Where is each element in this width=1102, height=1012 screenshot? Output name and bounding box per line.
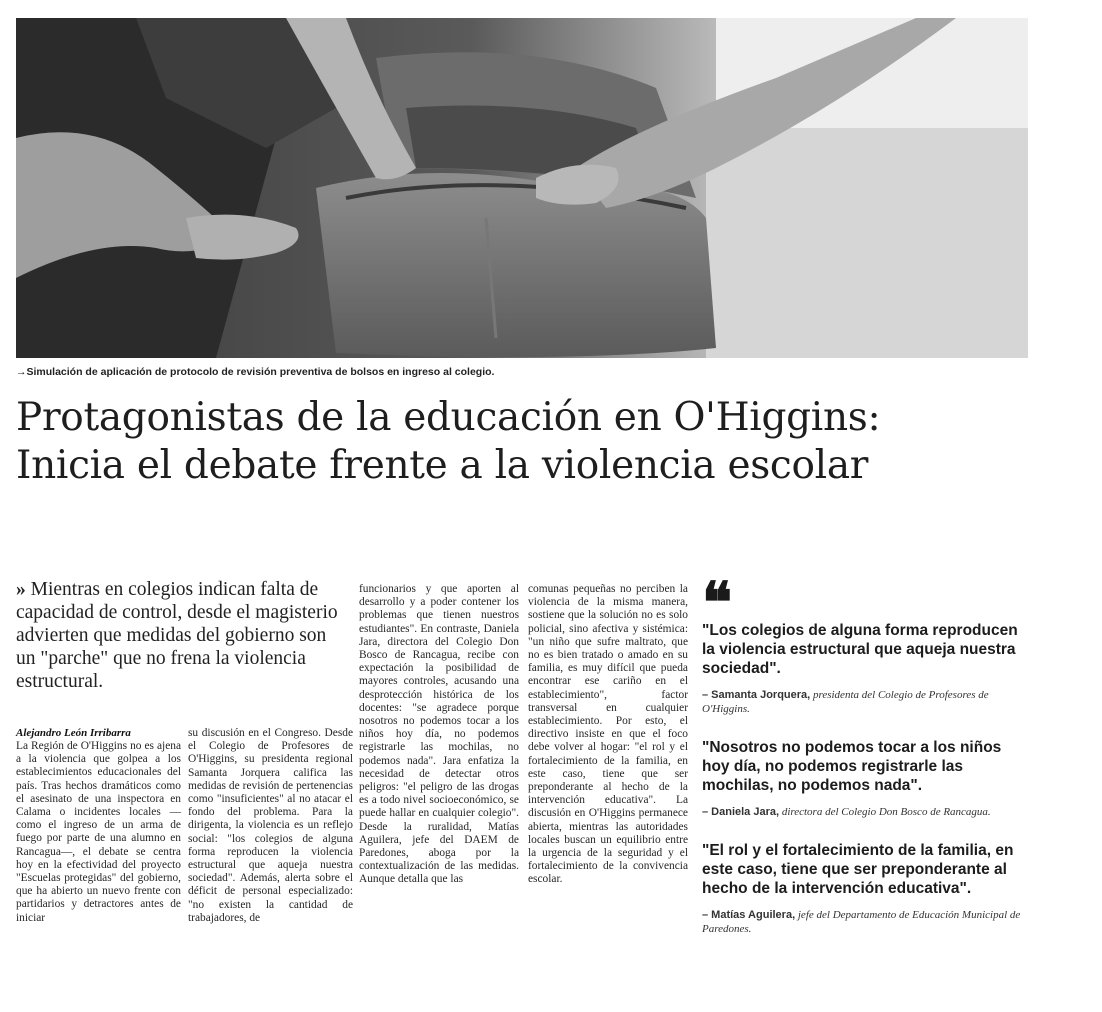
quote-author-3 [702,908,1032,936]
headline [16,394,1076,490]
body-column-1 [16,740,181,925]
lead-marker: » [16,579,26,600]
lead-paragraph [16,578,341,693]
quote-text-1: "Los colegios de alguna forma reproducen la violencia estructural que aqueja nuestra sociedad". [702,622,1018,677]
body-column-2 [188,727,353,925]
quote-author-name-1: – Samanta Jorquera, [702,689,811,701]
body-column-3 [359,583,519,887]
headline-line-1: Protagonistas de la educación en O'Higgins: [16,395,881,440]
photo-caption: →Simulación de aplicación de protocolo de revisión preventiva de bolsos en ingreso al colegio. [16,366,495,378]
quote-author-name-3: – Matías Aguilera, [702,909,796,921]
quote-mark-icon: ❝ [702,570,733,636]
quote-author-name-2: – Daniela Jara, [702,806,780,818]
lead-text: Mientras en colegios indican falta de capacidad de control, desde el magisterio advierten que medidas del gobierno son un "parche" que no frena la violencia estructural. [16,579,338,692]
headline-line-2: Inicia el debate frente a la violencia escolar [16,443,869,488]
backpack-inspection-image [16,18,1028,358]
body-text-3: funcionarios y que aporten al desarrollo y a poder contener los problemas que tienen nuestros estudiantes". En contraste, Daniela Jara, directora del Colegio Don Bosco de Rancagua, recibe con expectación la posibilidad de mayores controles, acusando una desprotección histórica de los docentes: "se agradece porque nosotros no podemos tocar a los niños hoy día, no podemos registrarle las mochilas, no podemos nada". Jara enfatiza la necesidad de detectar otros peligros: "el peligro de las drogas es a todo nivel socioeconómico, se puede hallar en cualquier colegio". Desde la ruralidad, Matías Aguilera, jefe del DAEM de Paredones, aboga por la contextualización de las medidas. Aunque detalla que las [359,583,519,886]
body-column-4 [528,583,688,887]
quote-author-1 [702,688,1032,716]
pull-quotes [702,570,1032,958]
quote-author-2 [702,805,1032,819]
quote-author-role-1: presidenta del Colegio de Profesores de O'Higgins. [702,689,989,715]
body-text-2: su discusión en el Congreso. Desde el Colegio de Profesores de O'Higgins, su presidenta regional Samanta Jorquera califica las medidas de revisión de pertenencias como "insuficientes" al no atacar el fondo del problema. Para la dirigenta, la violencia es un reflejo social: "los colegios de alguna forma reproducen la violencia estructural que aqueja nuestra sociedad". Además, alerta sobre el déficit de personal especializado: "no existen la cantidad de trabajadores, de [188,727,353,924]
body-text-4: comunas pequeñas no perciben la violencia de la misma manera, sostiene que la solución no es solo policial, sino afectiva y sistémica: "un niño que sufre maltrato, que no es bien tratado o amado en su familia, es muy difícil que pueda encontrar ese cariño en el establecimiento", factor transversal en cualquier establecimiento. Por esto, el directivo insiste en que el foco debe volver al hogar: "el rol y el fortalecimiento de la familia, en este caso, tiene que ser preponderante al hecho de la intervención educativa". La discusión en O'Higgins permanece abierta, mientras las autoridades locales buscan un equilibrio entre la urgencia de la seguridad y el fortalecimiento de la convivencia escolar. [528,583,688,886]
quote-author-role-2: directora del Colegio Don Bosco de Rancagua. [779,806,991,818]
quote-text-2: "Nosotros no podemos tocar a los niños hoy día, no podemos registrarle las mochilas, no podemos nada". [702,739,1002,794]
body-text-1: La Región de O'Higgins no es ajena a la violencia que golpea a los establecimientos educacionales del país. Tras hechos dramáticos como el asesinato de una inspectora en Calama o incidentes locales —como el ingreso de un arma de fuego por parte de una alumno en Rancagua—, el debate se centra hoy en la efectividad del proyecto "Escuelas protegidas" del gobierno, que ha abierto un nuevo frente con partidarios y detractores antes de iniciar [16,740,181,924]
quote-text-3: "El rol y el fortalecimiento de la familia, en este caso, tiene que ser preponderante al hecho de la intervención educativa". [702,842,1014,897]
byline: Alejandro León Irribarra [16,727,131,739]
article-photo [16,18,1028,358]
quote-author-role-3: jefe del Departamento de Educación Municipal de Paredones. [702,909,1021,935]
